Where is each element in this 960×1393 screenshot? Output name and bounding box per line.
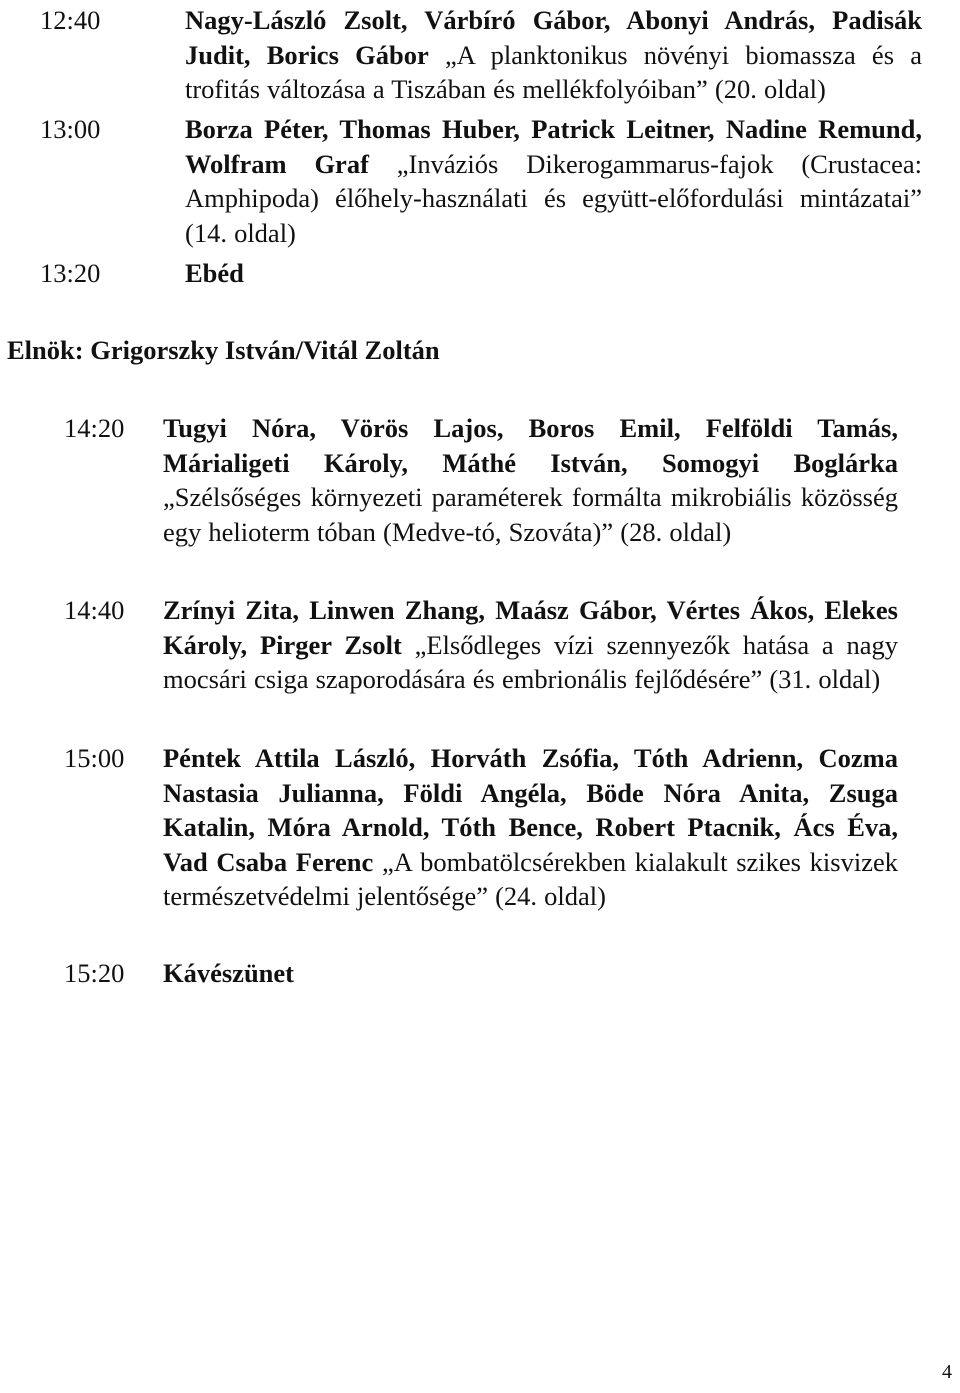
entry-content	[163, 411, 898, 549]
entry-time: 12:40	[40, 5, 101, 35]
entry-title: „A planktonikus növényi biomassza és a trofitás változása a Tiszában és mellékfolyóiban” (20. oldal)	[185, 39, 922, 104]
entry-content	[163, 956, 898, 991]
entry-content	[163, 741, 898, 914]
entry-time: 15:20	[64, 958, 125, 988]
entry-authors: Kávészünet	[163, 958, 295, 988]
session-chair: Elnök: Grigorszky István/Vitál Zoltán	[7, 335, 440, 365]
entry-title: „Elsődleges vízi szennyezők hatása a nagy mocsári csiga szaporodására és embrionális fejlődésére” (31. oldal)	[163, 629, 898, 694]
entry-time: 13:20	[40, 258, 101, 288]
entry-time: 14:20	[64, 413, 125, 443]
program-entry	[64, 593, 898, 697]
program-entry	[40, 256, 922, 291]
entry-content	[185, 3, 922, 107]
entry-time: 14:40	[64, 595, 125, 625]
program-entry	[40, 3, 922, 107]
entry-authors: Tugyi Nóra, Vörös Lajos, Boros Emil, Felföldi Tamás, Márialigeti Károly, Máthé István, Somogyi Boglárka	[163, 413, 898, 478]
program-entry	[64, 956, 898, 991]
entry-title: „Inváziós Dikerogammarus-fajok (Crustacea: Amphipoda) élőhely-használati és együtt-előfordulási mintázatai” (14. oldal)	[185, 148, 922, 248]
entry-authors: Nagy-László Zsolt, Várbíró Gábor, Abonyi András, Padisák Judit, Borics Gábor	[185, 5, 922, 70]
page-number: 4	[942, 1361, 952, 1383]
entry-content	[163, 593, 898, 697]
entry-title: „Szélsőséges környezeti paraméterek formálta mikrobiális közösség egy helioterm tóban (Medve-tó, Szováta)” (28. oldal)	[163, 482, 898, 547]
program-entry	[64, 411, 898, 549]
entry-authors: Péntek Attila László, Horváth Zsófia, Tóth Adrienn, Cozma Nastasia Julianna, Földi Angéla, Böde Nóra Anita, Zsuga Katalin, Móra Arnold, Tóth Bence, Robert Ptacnik, Ács Éva, Vad Csaba Ferenc	[163, 743, 898, 877]
entry-authors: Ebéd	[185, 258, 244, 288]
entry-time: 15:00	[64, 743, 125, 773]
entry-content	[185, 256, 922, 291]
entry-authors: Borza Péter, Thomas Huber, Patrick Leitner, Nadine Remund, Wolfram Graf	[185, 114, 922, 179]
program-entry	[40, 112, 922, 250]
entry-title: „A bombatölcsérekben kialakult szikes kisvizek természetvédelmi jelentősége” (24. oldal)	[163, 846, 898, 911]
entry-authors: Zrínyi Zita, Linwen Zhang, Maász Gábor, Vértes Ákos, Elekes Károly, Pirger Zsolt	[163, 595, 898, 660]
program-entry	[64, 741, 898, 914]
entry-content	[185, 112, 922, 250]
entry-time: 13:00	[40, 114, 101, 144]
